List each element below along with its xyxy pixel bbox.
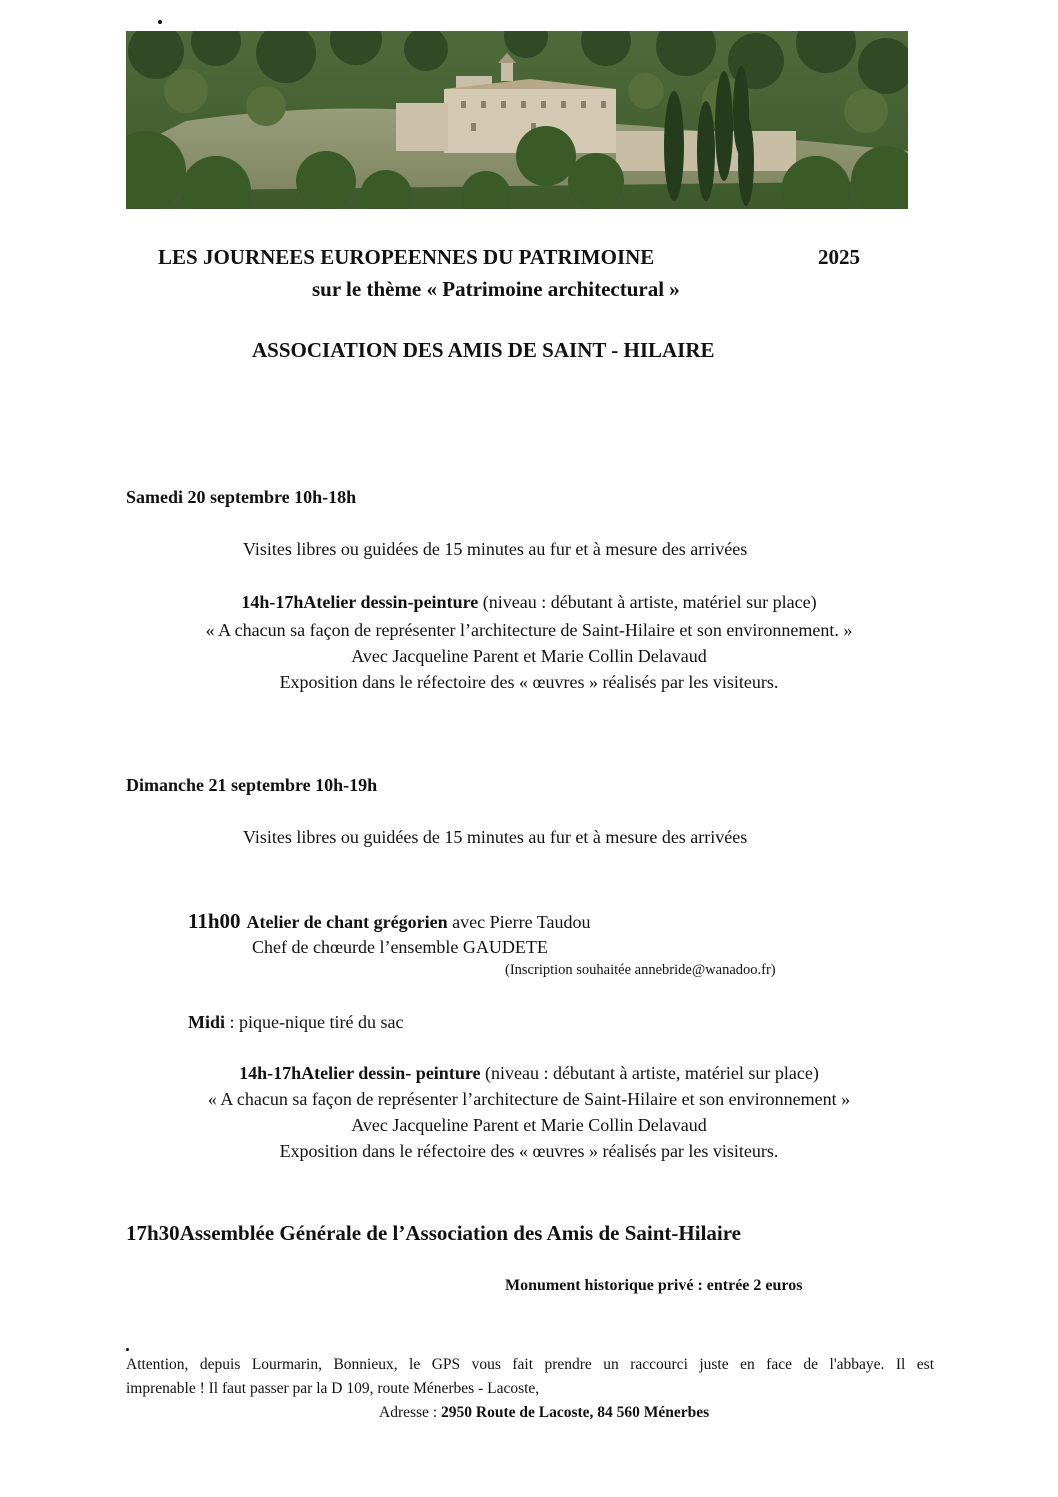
sunday-workshop-details: (niveau : débutant à artiste, matériel sur place) [480,1063,819,1083]
saturday-workshop-time: 14h-17h [241,592,304,612]
abbey-photo [126,31,908,209]
sunday-quote: « A chacun sa façon de représenter l’architecture de Saint-Hilaire et son environnement » [207,1089,851,1109]
chant-time: 11h00 [188,909,241,933]
chant-with: avec Pierre Taudou [447,912,591,932]
saturday-with: Avec Jacqueline Parent et Marie Collin Delavaud [351,646,707,666]
page-subtitle-theme: sur le thème « Patrimoine architectural » [312,277,680,301]
bullet-dot-top [158,20,162,24]
sunday-with: Avec Jacqueline Parent et Marie Collin Delavaud [351,1115,707,1135]
event-year: 2025 [818,245,860,269]
entry-fee: Monument historique privé : entrée 2 euros [505,1277,803,1294]
address-value: 2950 Route de Lacoste, 84 560 Ménerbes [441,1404,710,1421]
sunday-visits: Visites libres ou guidées de 15 minutes au fur et à mesure des arrivées [243,827,748,847]
page-title: LES JOURNEES EUROPEENNES DU PATRIMOINE [158,245,655,269]
chant-title: Atelier de chant grégorien [246,912,448,932]
chant-workshop-line [188,909,591,934]
sunday-workshop-title: Atelier dessin- peinture [301,1063,481,1083]
midi-line [188,1012,403,1033]
association-name: ASSOCIATION DES AMIS DE SAINT - HILAIRE [252,338,715,362]
saturday-exhibition: Exposition dans le réfectoire des « œuvres » réalisés par les visiteurs. [279,672,779,692]
assembly-time: 17h30 [126,1221,180,1245]
saturday-workshop-title: Atelier dessin-peinture [303,592,479,612]
gps-warning-line1: Attention, depuis Lourmarin, Bonnieux, le GPS vous fait prendre un raccourci juste en face de l'abbaye. Il est [126,1356,934,1373]
sunday-workshop-time: 14h-17h [239,1063,302,1083]
saturday-workshop-details: (niveau : débutant à artiste, matériel sur place) [478,592,817,612]
midi-text: : pique-nique tiré du sac [225,1012,404,1032]
address-line [379,1404,709,1422]
saturday-quote: « A chacun sa façon de représenter l’architecture de Saint-Hilaire et son environnement. » [205,620,853,640]
saturday-heading: Samedi 20 septembre 10h-18h [126,487,357,507]
address-label: Adresse : [379,1404,441,1421]
saturday-workshop-line [0,592,1058,613]
saturday-visits: Visites libres ou guidées de 15 minutes au fur et à mesure des arrivées [243,539,748,559]
assembly-line [126,1221,741,1246]
midi-label: Midi [188,1012,226,1032]
chant-chef: Chef de chœurde l’ensemble GAUDETE [252,937,548,957]
bullet-dot-footer [126,1348,129,1351]
chant-inscription: (Inscription souhaitée annebride@wanadoo.fr) [505,962,776,978]
sunday-exhibition: Exposition dans le réfectoire des « œuvres » réalisés par les visiteurs. [279,1141,779,1161]
sunday-workshop-line [0,1063,1058,1084]
assembly-title: Assemblée Générale de l’Association des Amis de Saint-Hilaire [179,1221,742,1245]
gps-warning-line2: imprenable ! Il faut passer par la D 109, route Ménerbes - Lacoste, [126,1380,540,1397]
sunday-heading: Dimanche 21 septembre 10h-19h [126,775,378,795]
